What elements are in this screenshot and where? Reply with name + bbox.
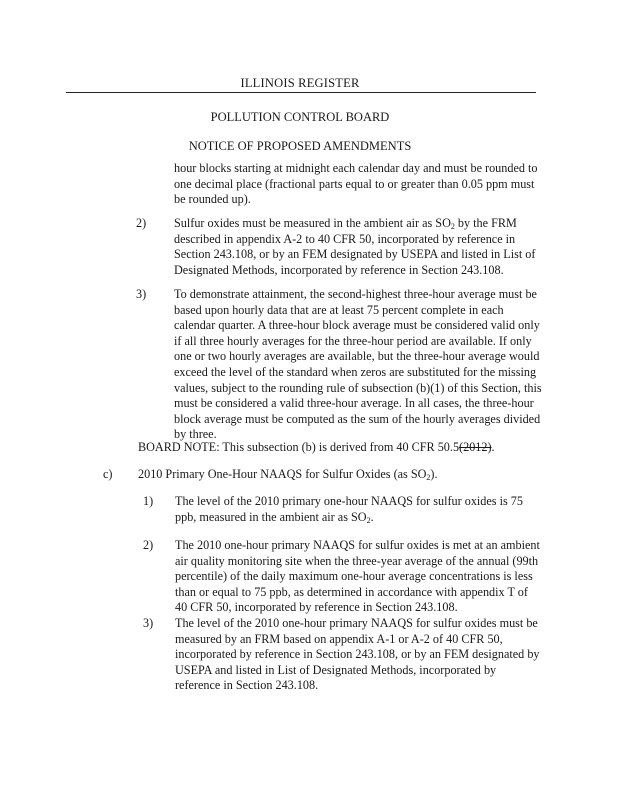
board-note-text: BOARD NOTE: This subsection (b) is derived from 40 CFR 50.5 xyxy=(138,440,460,454)
subsection-letter: c) xyxy=(103,467,113,481)
b2-text-post: by the FRM described in appendix A-2 to 40 CFR 50, incorporated by reference in Section 243.108, or by an FEM designated by USEPA and listed in List of Designated Methods, incorporated by reference in Section 243.108. xyxy=(174,216,536,277)
agency-name: POLLUTION CONTROL BOARD xyxy=(210,110,390,124)
item-number: 3) xyxy=(136,287,147,301)
c3-paragraph: The level of the 2010 one-hour primary NAAQS for sulfur oxides must be measured by an FRM based on appendix A-1 or A-2 of 40 CFR 50, incorporated by reference in Section 243.108, or by an FEM designated by USEPA and listed in List of Designated Methods, incorporated by reference in Section 243.108. xyxy=(175,616,540,693)
item-number: 2) xyxy=(136,216,147,230)
b2-text-pre: Sulfur oxides must be measured in the ambient air as SO xyxy=(174,216,451,230)
board-note xyxy=(138,440,558,456)
header-rule xyxy=(66,92,536,93)
continuation-paragraph: hour blocks starting at midnight each calendar day and must be rounded to one decimal place (fractional parts equal to or greater than 0.05 ppm must be rounded up). xyxy=(174,161,538,207)
register-title: ILLINOIS REGISTER xyxy=(240,76,360,90)
c1-subscript: 2 xyxy=(366,515,371,525)
c-heading-post: ). xyxy=(430,467,438,481)
subsection-c-heading xyxy=(138,467,558,483)
c1-text-post: . xyxy=(370,509,374,524)
c-heading-subscript: 2 xyxy=(426,473,431,482)
item-number: 1) xyxy=(143,494,154,508)
notice-title: NOTICE OF PROPOSED AMENDMENTS xyxy=(188,139,412,153)
b2-paragraph xyxy=(174,216,544,278)
struck-text: (2012) xyxy=(459,440,492,454)
b3-paragraph: To demonstrate attainment, the second-highest three-hour average must be based upon hourly data that are at least 75 percent complete in each calendar quarter. A three-hour block average must be considered valid only if all three hourly averages for the three-hour period are available. If only one or two hourly averages are available, but the three-hour average would exceed the level of the standard when zeros are substituted for the missing values, subject to the rounding rule of subsection (b)(1) of this Section, this must be considered a valid three-hour average. In all cases, the three-hour block average must be computed as the sum of the hourly averages divided by three. xyxy=(174,287,542,442)
item-number: 2) xyxy=(143,538,154,552)
item-number: 3) xyxy=(143,616,154,630)
c1-paragraph xyxy=(175,494,540,525)
c1-text-pre: The level of the 2010 primary one-hour NAAQS for sulfur oxides is 75 ppb, measured in the ambient air as SO xyxy=(175,494,523,524)
board-note-end: . xyxy=(491,440,495,454)
c2-paragraph: The 2010 one-hour primary NAAQS for sulfur oxides is met at an ambient air quality monitoring site when the three-year average of the annual (99th percentile) of the daily maximum one-hour average concentrations is less than or equal to 75 ppb, as determined in accordance with appendix T of 40 CFR 50, incorporated by reference in Section 243.108. xyxy=(175,538,540,615)
b2-subscript: 2 xyxy=(450,222,455,231)
c-heading-pre: 2010 Primary One-Hour NAAQS for Sulfur Oxides (as SO xyxy=(138,467,427,481)
